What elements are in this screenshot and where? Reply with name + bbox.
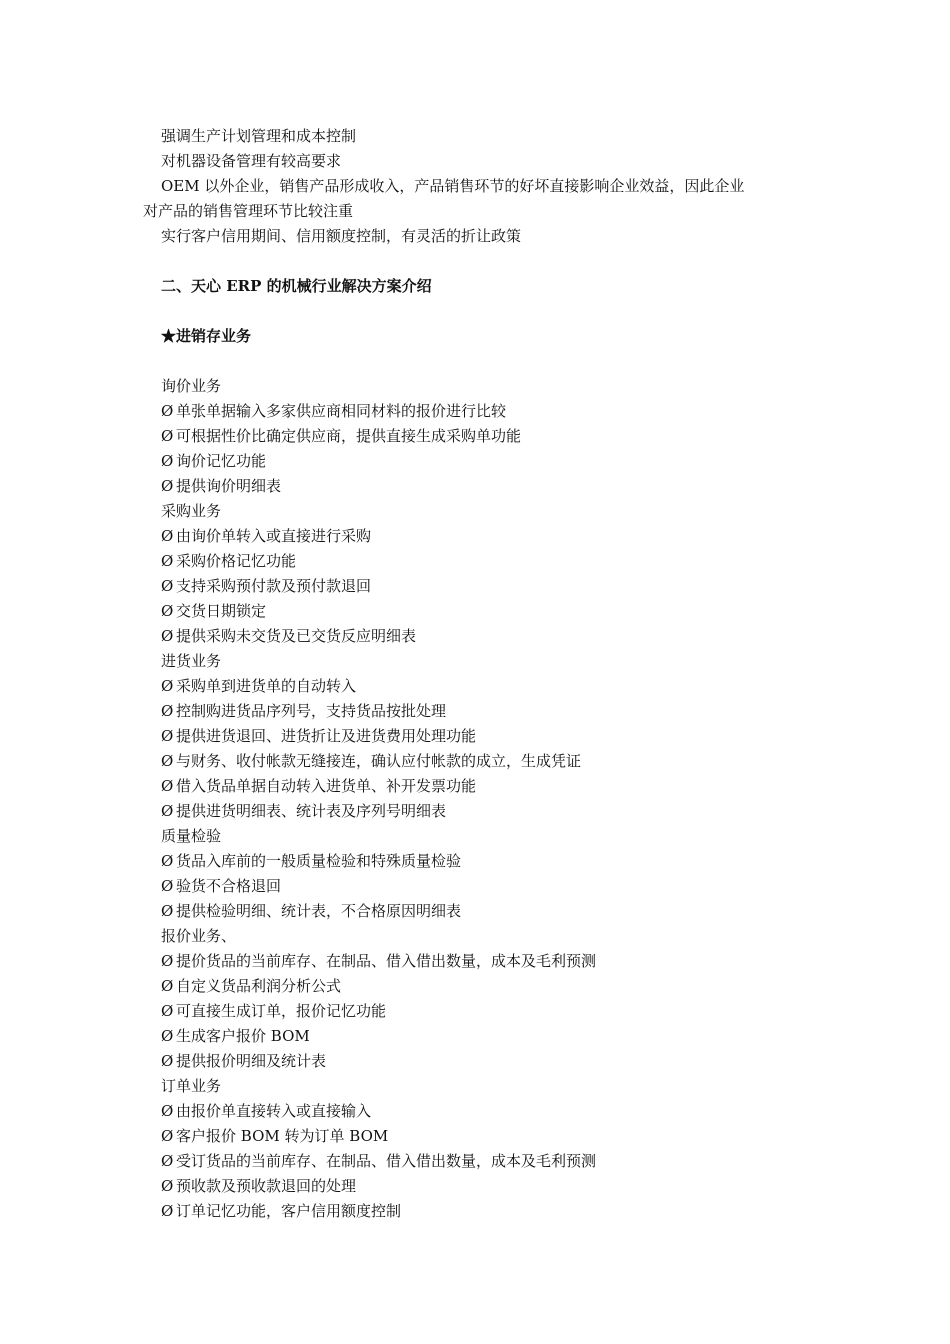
section-title: 二、天心 ERP 的机械行业解决方案介绍 [161,277,432,295]
list-item [143,1174,813,1199]
list-item [143,599,813,624]
bullet-icon: Ø [161,1152,174,1170]
bullet-icon: Ø [161,627,174,645]
list-item [143,1099,813,1124]
list-item-text: 提供进货退回、进货折让及进货费用处理功能 [176,727,477,745]
list-item-text: 提供询价明细表 [176,477,282,495]
bullet-icon: Ø [161,1202,174,1220]
intro-paragraph-first: OEM 以外企业，销售产品形成收入，产品销售环节的好坏直接影响企业效益，因此企业 [161,177,745,195]
list-item-text: 采购价格记忆功能 [176,552,297,570]
intro-paragraph-cont: 对产品的销售管理环节比较注重 [143,202,354,220]
bullet-icon: Ø [161,902,174,920]
list-item-text: 交货日期锁定 [176,602,267,620]
list-item-text: 验货不合格退回 [176,877,282,895]
list-item [143,774,813,799]
list-item [143,424,813,449]
bullet-icon: Ø [161,552,174,570]
list-item-text: 可直接生成订单，报价记忆功能 [176,1002,387,1020]
feature-groups [143,374,813,1224]
list-item [143,724,813,749]
list-item [143,949,813,974]
list-item-text: 受订货品的当前库存、在制品、借入借出数量，成本及毛利预测 [176,1152,597,1170]
spacer [143,299,813,324]
document-body [143,124,813,1224]
list-item-text: 货品入库前的一般质量检验和特殊质量检验 [176,852,462,870]
group-title: 询价业务 [161,377,222,395]
list-item-text: 提价货品的当前库存、在制品、借入借出数量，成本及毛利预测 [176,952,597,970]
list-item-text: 与财务、收付帐款无缝接连，确认应付帐款的成立，生成凭证 [176,752,582,770]
list-item [143,874,813,899]
list-item-text: 由报价单直接转入或直接输入 [176,1102,372,1120]
spacer [143,349,813,374]
group-title: 订单业务 [161,1077,222,1095]
list-item-text: 支持采购预付款及预付款退回 [176,577,372,595]
list-item-text: 采购单到进货单的自动转入 [176,677,357,695]
list-item [143,749,813,774]
list-item [143,699,813,724]
bullet-icon: Ø [161,477,174,495]
list-item-text: 提供进货明细表、统计表及序列号明细表 [176,802,447,820]
list-item [143,549,813,574]
list-item-text: 客户报价 BOM 转为订单 BOM [176,1127,389,1145]
list-item [143,449,813,474]
list-item [143,1049,813,1074]
bullet-icon: Ø [161,1027,174,1045]
bullet-icon: Ø [161,952,174,970]
list-item [143,1124,813,1149]
list-item-text: 单张单据输入多家供应商相同材料的报价进行比较 [176,402,507,420]
bullet-icon: Ø [161,452,174,470]
list-item-text: 由询价单转入或直接进行采购 [176,527,372,545]
subsection-title: ★进销存业务 [161,327,252,345]
list-item [143,574,813,599]
bullet-icon: Ø [161,1177,174,1195]
list-item-text: 借入货品单据自动转入进货单、补开发票功能 [176,777,477,795]
bullet-icon: Ø [161,577,174,595]
bullet-icon: Ø [161,602,174,620]
list-item-text: 预收款及预收款退回的处理 [176,1177,357,1195]
bullet-icon: Ø [161,677,174,695]
list-item-text: 提供检验明细、统计表，不合格原因明细表 [176,902,462,920]
bullet-icon: Ø [161,977,174,995]
list-item [143,1199,813,1224]
bullet-icon: Ø [161,427,174,445]
bullet-icon: Ø [161,802,174,820]
spacer [143,249,813,274]
list-item [143,674,813,699]
bullet-icon: Ø [161,527,174,545]
bullet-icon: Ø [161,777,174,795]
bullet-icon: Ø [161,752,174,770]
list-item-text: 控制购进货品序列号，支持货品按批处理 [176,702,447,720]
bullet-icon: Ø [161,1102,174,1120]
group-title: 采购业务 [161,502,222,520]
bullet-icon: Ø [161,1002,174,1020]
bullet-icon: Ø [161,1127,174,1145]
intro-line: 实行客户信用期间、信用额度控制，有灵活的折让政策 [161,227,522,245]
bullet-icon: Ø [161,877,174,895]
list-item-text: 自定义货品利润分析公式 [176,977,342,995]
bullet-icon: Ø [161,852,174,870]
list-item [143,849,813,874]
list-item [143,474,813,499]
list-item [143,999,813,1024]
group-title: 进货业务 [161,652,222,670]
intro-line: 对机器设备管理有较高要求 [161,152,342,170]
list-item [143,899,813,924]
bullet-icon: Ø [161,402,174,420]
list-item-text: 提供采购未交货及已交货反应明细表 [176,627,417,645]
bullet-icon: Ø [161,702,174,720]
list-item [143,1149,813,1174]
bullet-icon: Ø [161,1052,174,1070]
list-item-text: 可根据性价比确定供应商，提供直接生成采购单功能 [176,427,522,445]
list-item [143,799,813,824]
list-item [143,624,813,649]
group-title: 报价业务、 [161,927,237,945]
list-item [143,524,813,549]
list-item-text: 提供报价明细及统计表 [176,1052,327,1070]
list-item [143,1024,813,1049]
list-item [143,399,813,424]
group-title: 质量检验 [161,827,222,845]
list-item-text: 询价记忆功能 [176,452,267,470]
intro-line: 强调生产计划管理和成本控制 [161,127,357,145]
list-item-text: 订单记忆功能，客户信用额度控制 [176,1202,402,1220]
bullet-icon: Ø [161,727,174,745]
list-item [143,974,813,999]
list-item-text: 生成客户报价 BOM [176,1027,310,1045]
